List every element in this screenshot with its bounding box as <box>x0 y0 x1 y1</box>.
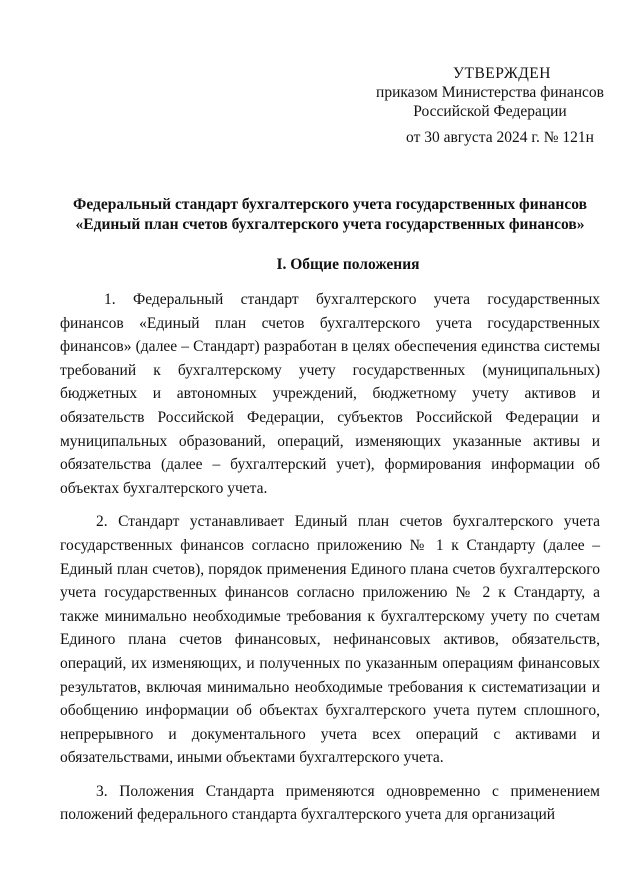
approval-order-line: приказом Министерства финансов <box>376 84 604 101</box>
paragraph-3: 3. Положения Стандарта применяются одновременно с применением положений федерального стандарта бухгалтерского учета для организаций <box>60 782 600 824</box>
document-title-line1: Федеральный стандарт бухгалтерского учета государственных финансов <box>73 196 587 213</box>
paragraph-1: 1. Федеральный стандарт бухгалтерского учета государственных финансов «Единый план счетов бухгалтерского учета государственных финансов» (далее – Стандарт) разработан в целях обеспечения единства системы требований к бухгалтерскому учету государственных (муниципальных) бюджетных и автономных учреждений, бюджетному учету активов и обязательств Российской Федерации, субъектов Российской Федерации и муниципальных образований, операций, изменяющих указанные активы и обязательства (далее – бухгалтерский учет), формирования информации об объектах бухгалтерского учета. <box>60 291 600 497</box>
section-title: I. Общие положения <box>276 256 420 273</box>
document-body <box>60 288 600 837</box>
document-title <box>60 195 600 235</box>
approval-date: от 30 августа 2024 г. № 121н <box>406 129 594 146</box>
approval-authority-line: Российской Федерации <box>413 103 567 120</box>
approval-title: УТВЕРЖДЕН <box>453 65 551 82</box>
approval-block <box>370 64 610 147</box>
paragraph-2: 2. Стандарт устанавливает Единый план счетов бухгалтерского учета государственных финансов согласно приложению № 1 к Стандарту (далее – Единый план счетов), порядок применения Единого плана счетов бухгалтерского учета государственных финансов согласно приложению № 2 к Стандарту, а также минимально необходимые требования к бухгалтерскому учету по счетам Единого плана счетов финансовых, нефинансовых активов, обязательств, операций, их изменяющих, и полученных по указанным операциям финансовых результатов, включая минимально необходимые требования к систематизации и обобщению информации об объектах бухгалтерского учета путем сплошного, непрерывного и документального учета всех операций с активами и обязательствами, иными объектами бухгалтерского учета. <box>60 513 600 767</box>
document-title-line2: «Единый план счетов бухгалтерского учета государственных финансов» <box>75 216 585 233</box>
